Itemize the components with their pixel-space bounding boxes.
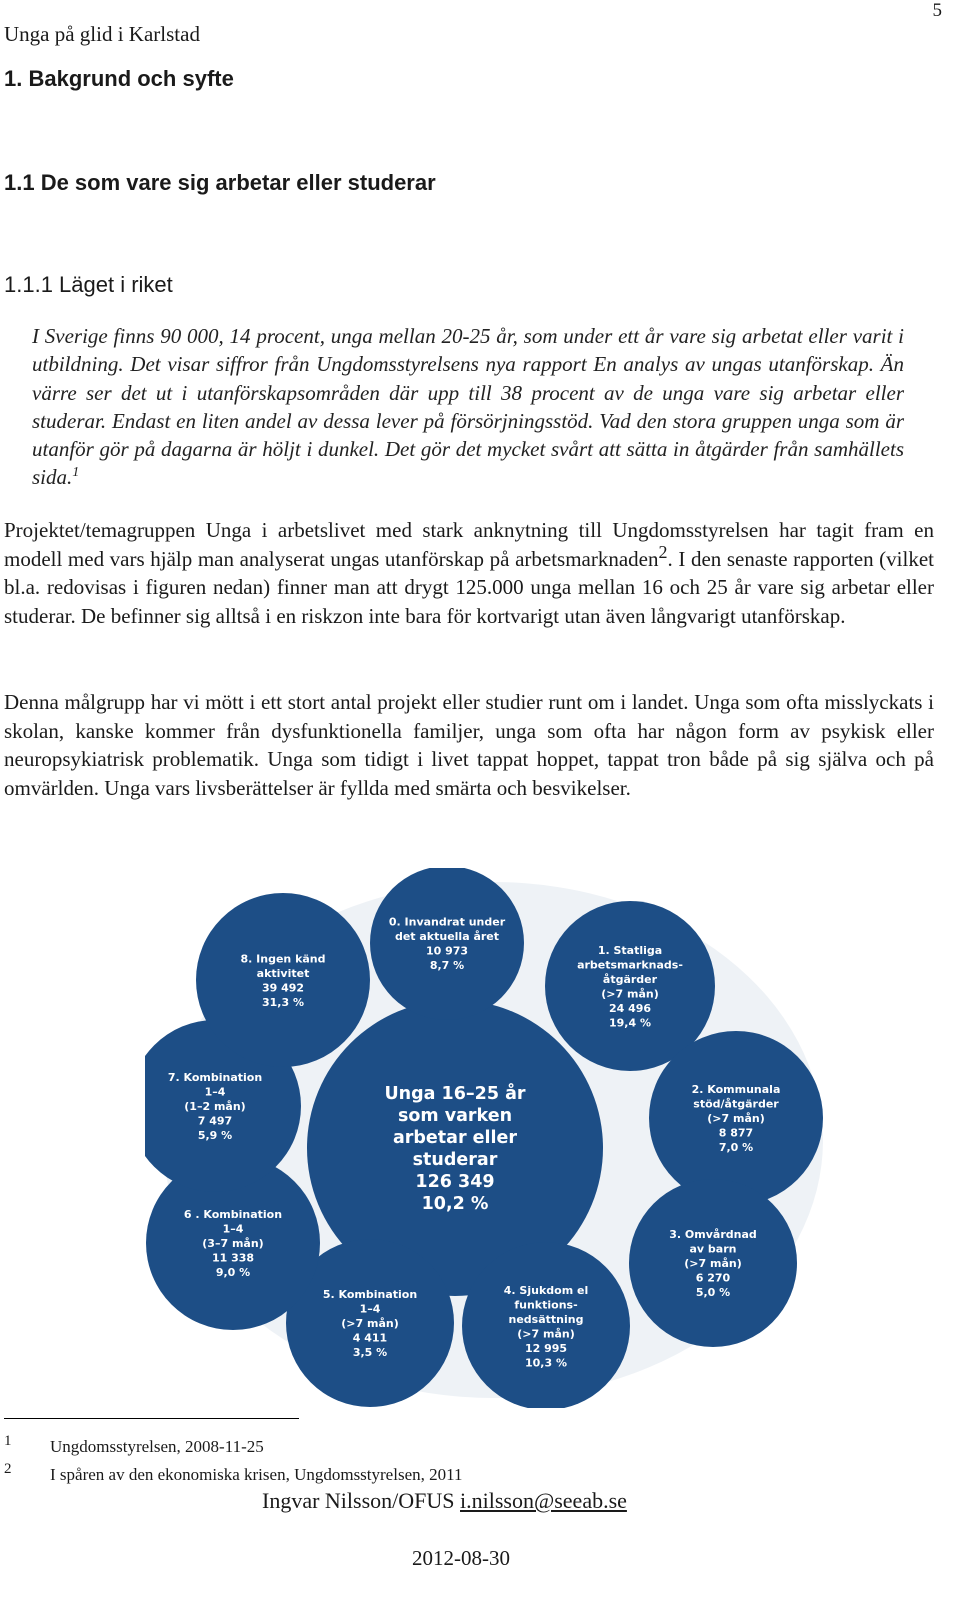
footer-email-link[interactable]: i.nilsson@seeab.se: [460, 1488, 627, 1513]
bubble-0-line: 8,7 %: [429, 958, 465, 972]
footnote-2-number: 2: [4, 1461, 12, 1477]
bubble-center-line: Unga 16–25 år: [384, 1084, 526, 1104]
bubble-6-line: 9,0 %: [215, 1266, 251, 1279]
footer-author-name: Ingvar Nilsson/OFUS: [262, 1488, 461, 1513]
bubble-0-line: 0. Invandrat under: [388, 915, 506, 929]
bubble-7-line: 7 497: [197, 1114, 233, 1128]
quote-block: [32, 322, 904, 492]
bubble-4-line: funktions-: [514, 1298, 578, 1312]
bubble-2-line: stöd/åtgärder: [693, 1097, 779, 1111]
bubble-2: [649, 1031, 823, 1205]
bubble-3-line: 6 270: [695, 1271, 731, 1285]
bubble-3: [629, 1179, 797, 1347]
bubble-1-line: åtgärder: [602, 972, 658, 986]
bubble-1-line: 24 496: [608, 1001, 652, 1015]
footer-date: 2012-08-30: [412, 1546, 510, 1570]
footnote-1-number: 1: [4, 1433, 12, 1449]
bubble-0-line: 10 973: [425, 944, 469, 958]
bubble-8-line: 39 492: [261, 981, 305, 995]
bubble-5-line: 1–4: [359, 1302, 381, 1316]
bubble-center-line: som varken: [397, 1106, 513, 1126]
bubble-6-line: 1–4: [222, 1222, 244, 1236]
bubble-5-line: 3,5 %: [352, 1346, 388, 1359]
bubble-1-line: (>7 mån): [601, 987, 659, 1001]
bubble-4-line: (>7 mån): [517, 1327, 575, 1341]
running-header: Unga på glid i Karlstad: [4, 22, 200, 46]
bubble-4-line: 12 995: [524, 1341, 568, 1355]
bubble-1-line: 19,4 %: [609, 1016, 651, 1030]
bubble-1-line: 1. Statliga: [597, 943, 663, 957]
bubble-6-line: 6 . Kombination: [183, 1208, 283, 1221]
bubble-4-line: 10,3 %: [525, 1356, 567, 1370]
footnote-1-text: Ungdomsstyrelsen, 2008-11-25: [50, 1437, 264, 1456]
bubble-center-line: 126 349: [415, 1172, 495, 1192]
bubble-5-line: 4 411: [352, 1331, 388, 1345]
footer-author: [262, 1488, 627, 1514]
bubble-7-line: (1–2 mån): [184, 1100, 246, 1113]
footnote-ref-1[interactable]: 1: [72, 465, 80, 481]
bubble-4: [462, 1242, 630, 1408]
bubble-7-line: 1–4: [204, 1085, 226, 1099]
bubble-1-line: arbetsmarknads-: [577, 958, 683, 972]
diagram-svg: [145, 868, 845, 1408]
bubble-7-line: 7. Kombination: [167, 1071, 263, 1084]
bubble-0-line: det aktuella året: [394, 929, 500, 943]
page-number: 5: [932, 0, 942, 21]
bubble-5-line: 5. Kombination: [322, 1288, 418, 1301]
quote-text: I Sverige finns 90 000, 14 procent, unga mellan 20-25 år, som under ett år vare sig arbetat eller varit i utbildning. Det visar siffror från Ungdomsstyrelsens nya rapport En analys av ungas utanförskap. Än värre ser det ut i utanförskapsområden där upp till 38 procent av de unga vare sig arbetar eller studerar. Endast en liten andel av dessa lever på försörjningsstöd. Vad den stora gruppen unga som är utanför gör på dagarna är höljt i dunkel. Det gör det mycket svårt att sätta in åtgärder från samhällets sida.: [32, 324, 904, 490]
bubble-4-line: 4. Sjukdom el: [503, 1283, 589, 1297]
paragraph-1-part-1: Projektet/temagruppen Unga i arbetslivet med stark anknytning till Ungdomsstyrelsen har tagit fram en modell med vars hjälp man analyserat ungas utanförskap på arbetsmarknaden: [4, 518, 934, 571]
footnote-2-text: I spåren av den ekonomiska krisen, Ungdomsstyrelsen, 2011: [50, 1465, 463, 1484]
bubble-center-line: studerar: [412, 1150, 498, 1170]
bubble-0: [370, 868, 524, 1020]
bubble-3-line: 5,0 %: [695, 1286, 731, 1299]
bubble-6-line: (3–7 mån): [202, 1237, 264, 1250]
bubble-center-line: 10,2 %: [421, 1194, 489, 1214]
bubble-2-line: 2. Kommunala: [691, 1083, 781, 1096]
bubble-3-line: 3. Omvårdnad: [669, 1228, 757, 1241]
bubble-3-line: av barn: [689, 1242, 737, 1256]
bubble-8: [196, 893, 370, 1067]
bubble-4-line: nedsättning: [508, 1312, 584, 1326]
bubble-8-line: 31,3 %: [262, 995, 304, 1009]
bubble-center-line: arbetar eller: [392, 1128, 518, 1148]
bubble-3-line: (>7 mån): [684, 1257, 742, 1270]
footnote-ref-2[interactable]: 2: [658, 541, 668, 562]
bubble-7-line: 5,9 %: [197, 1129, 233, 1142]
paragraph-1-part-2: . I den senaste rapporten (vilket bl.a. redovisas i figuren nedan) finner man att drygt 125.000 unga mellan 16 och 25 år vare sig arbetar eller studerar. De befinner sig alltså i en riskzon inte bara för kortvarigt utan även långvarigt utanförskap.: [4, 546, 934, 628]
heading-1-1-1: 1.1.1 Läget i riket: [4, 272, 173, 297]
footnote-rule: [4, 1418, 299, 1419]
bubble-8-line: 8. Ingen känd: [240, 952, 326, 966]
paragraph-1: [4, 516, 934, 630]
heading-1-1: 1.1 De som vare sig arbetar eller studerar: [4, 170, 436, 195]
bubble-8-circle: [196, 893, 370, 1067]
bubble-6-line: 11 338: [211, 1251, 255, 1265]
bubble-2-line: 8 877: [718, 1126, 754, 1140]
bubble-8-line: aktivitet: [256, 966, 310, 980]
bubble-5-line: (>7 mån): [341, 1317, 399, 1330]
bubble-2-line: 7,0 %: [718, 1141, 754, 1154]
youth-outside-diagram: [145, 868, 845, 1408]
paragraph-2: Denna målgrupp har vi mött i ett stort antal projekt eller studier runt om i landet. Unga som ofta misslyckats i skolan, kanske kommer från dysfunktionella familjer, unga som ofta har någon form av psykisk eller neuropsykiatrisk problematik. Unga som tidigt i livet tappat hoppet, tappat tron både på sig själva och på omvärlden. Unga vars livsberättelser är fyllda med smärta och besvikelser.: [4, 690, 934, 800]
bubble-2-line: (>7 mån): [707, 1112, 765, 1125]
heading-1: 1. Bakgrund och syfte: [4, 66, 234, 91]
